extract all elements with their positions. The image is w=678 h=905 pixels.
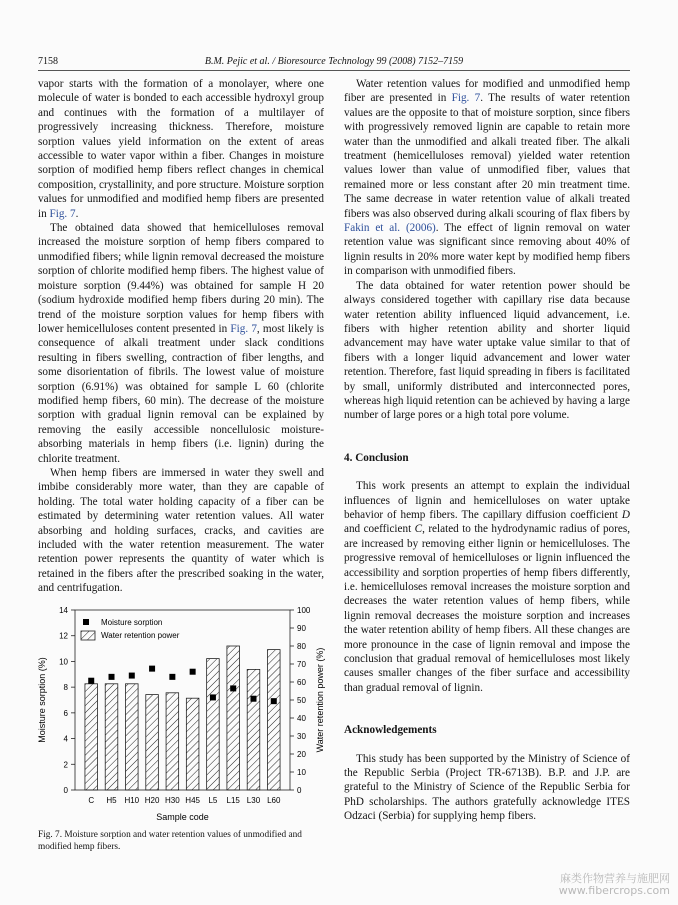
paragraph: The data obtained for water retention power should be always considered together with capillary rise data because water retention ability influenced liquid advancement, i.e. fibers with higher retention ability and shorter liquid advancement may have water uptake value similar to that of fibers with a longer liquid advancement and lower water retention. Therefore, fast liquid spreading in fibers is facilitated by small, uniformly distributed and interconnected pores, whereas high liquid retention can be achieved by having a large number of large pores or a high total pore volume. [344, 279, 630, 422]
category-tick-label: L60 [267, 796, 281, 805]
left-axis-title: Moisture sorption (%) [37, 657, 47, 743]
retention-bar [105, 684, 118, 790]
right-tick-label: 0 [297, 786, 302, 795]
citation-link[interactable]: Fakin et al. (2006) [344, 222, 436, 235]
chart [35, 600, 335, 830]
legend-sorption-label: Moisture sorption [101, 618, 163, 627]
retention-bar [166, 693, 179, 790]
category-tick-label: L30 [246, 796, 261, 805]
sorption-point [88, 678, 94, 684]
category-tick-label: H10 [124, 796, 140, 805]
category-tick-label: H5 [106, 796, 117, 805]
legend-retention-swatch [81, 631, 95, 640]
left-tick-label: 14 [59, 606, 68, 615]
left-column [38, 77, 324, 596]
section-heading: Acknowledgements [344, 724, 437, 737]
right-tick-label: 50 [297, 696, 306, 705]
sorption-point [109, 674, 115, 680]
category-tick-label: L5 [208, 796, 218, 805]
watermark: 麻类作物营养与施肥网 www.fibercrops.com [558, 872, 670, 897]
left-tick-label: 8 [63, 683, 68, 693]
right-tick-label: 90 [297, 624, 306, 633]
paragraph: This study has been supported by the Ministry of Science of the Republic Serbia (Project TR-6713B). B.P. and J.P. are grateful to the Ministry of Science of the Republic Serbia for PhD scholarships. The authors gratefully acknowledge ITES Odzaci (Serbia) for supplying hemp fibers. [344, 752, 630, 823]
left-tick-label: 6 [63, 708, 68, 718]
retention-bar [247, 669, 260, 790]
sorption-point [169, 674, 175, 680]
category-tick-label: H30 [165, 796, 180, 805]
paragraph: When hemp fibers are immersed in water they swell and imbibe considerably more water, than they are capable of holding. The total water holding capacity of a fiber can be estimated by determining water retention values. All water absorbing and holding surfaces, cracks, and cavities are included with the water retention measurement. The water retention power represents the quantity of water which is retained in the fibers after the prescribed soaking in the water, and centrifugation. [38, 466, 324, 595]
sorption-point [210, 694, 216, 700]
figure-link[interactable]: Fig. 7 [49, 207, 76, 220]
paragraph: vapor starts with the formation of a monolayer, where one molecule of water is bonded to each accessible hydroxyl group and continues with the formation of a multilayer of progressively increasing thickness. Therefore, moisture sorption values yield information on the extent of areas accessible to water vapor within a fiber. Changes in moisture sorption of modified hemp fibers reflect changes in chemical composition, crystallinity, and pore structure. Moisture sorption values for unmodified and modified hemp fibers are presented in Fig. 7. [38, 78, 324, 220]
sorption-point [271, 698, 277, 704]
right-column [344, 77, 630, 824]
page-number: 7158 [38, 56, 58, 67]
retention-bar [267, 650, 280, 790]
legend-retention-label: Water retention power [101, 631, 180, 640]
retention-bar [207, 659, 220, 790]
left-tick-label: 0 [63, 786, 68, 795]
sorption-point [129, 673, 135, 679]
retention-bar [146, 695, 159, 790]
figure-7 [35, 600, 335, 830]
retention-bar [186, 698, 199, 790]
figure-caption: Fig. 7. Moisture sorption and water retention values of unmodified and modified hemp fibers. [38, 830, 302, 852]
sorption-point [230, 685, 236, 691]
right-tick-label: 70 [297, 660, 306, 669]
right-tick-label: 40 [297, 714, 306, 723]
category-tick-label: L15 [226, 796, 240, 805]
x-axis-title: Sample code [156, 812, 209, 822]
category-tick-label: C [88, 796, 95, 805]
sorption-point [190, 669, 196, 675]
category-tick-label: H20 [144, 796, 160, 805]
right-tick-label: 20 [297, 750, 306, 759]
retention-bar [227, 646, 240, 790]
category-tick-label: H45 [185, 796, 200, 805]
left-tick-label: 12 [59, 631, 68, 641]
right-tick-label: 30 [297, 732, 306, 741]
right-tick-label: 80 [297, 642, 306, 651]
header-rule [38, 70, 630, 71]
paragraph: The obtained data showed that hemicelluloses removal increased the moisture sorption of hemp fibers compared to unmodified fibers; while lignin removal decreased the moisture sorption of chlorite modified hemp fibers. The highest value of moisture sorption (9.44%) was obtained for sample H 20 (sodium hydroxide modified hemp fibers during 20 min). The trend of the moisture sorption values for hemp fibers with lower hemicelluloses content presented in Fig. 7, most likely is consequence of alkali treatment under slack conditions resulting in fibers swelling, contraction of fiber lengths, and some disorientation of fibrils. The lowest value of moisture sorption (6.91%) was obtained for sample L 60 (chlorite modified hemp fibers, 60 min). The decrease of the moisture sorption with gradual lignin removal can be explained by removing the easily accessible noncellulosic moisture-absorbing materials in hemp fibers (i.e. lignin) during the chlorite treatment. [38, 222, 324, 465]
left-tick-label: 10 [59, 657, 68, 667]
running-head: B.M. Pejic et al. / Bioresource Technology 99 (2008) 7152–7159 [204, 56, 464, 67]
paragraph: Water retention values for modified and unmodified hemp fiber are presented in Fig. 7. The results of water retention values are the opposite to that of moisture sorption, since fibers with progressively removed lignin are capable to retain more water than the unmodified and alkali treated fiber. The alkali treatment (hemicelluloses removal) yielded water retention values lower than value of unmodified fiber, values that remained more or less constant after 20 min treatment time. The same decrease in water retention value of alkali treated fibers was also observed during alkali scouring of flax fibers by Fakin et al. (2006). The effect of lignin removal on water retention value was significant since removing about 40% of lignin results in 20% more water kept by modified hemp fibers in comparison with unmodified fibers. [344, 78, 630, 278]
figure-link[interactable]: Fig. 7 [230, 322, 257, 335]
right-axis-title: Water retention power (%) [315, 647, 325, 753]
legend-sorption-marker [83, 619, 89, 625]
retention-bar [85, 684, 98, 790]
retention-bar [126, 684, 139, 790]
left-tick-label: 2 [63, 760, 68, 770]
right-tick-label: 60 [297, 678, 306, 687]
page-header [38, 56, 630, 70]
right-tick-label: 10 [297, 768, 306, 777]
sorption-point [250, 696, 256, 702]
left-tick-label: 4 [63, 734, 68, 744]
figure-link[interactable]: Fig. 7 [451, 92, 481, 105]
paragraph: This work presents an attempt to explain the individual influences of lignin and hemicelluloses on water uptake behavior of hemp fibers. The capillary diffusion coefficient D and coefficient C, related to the hydrodynamic radius of pores, are increased by removing either lignin or hemicelluloses. The progressive removal of hemicelluloses or lignin influenced the accessibility and sorption properties of hemp fibers differently, i.e. hemicelluloses removal increases the moisture sorption and decreases the water retention values of hemp fibers, while lignin removal decreases the moisture sorption and increases the water retention ability of hemp fibers. All these changes are more pronounce in the case of lignin removal and impose the conclusion that gradual removal of hemicelluloses most likely causes smaller changes of the fiber surface and accessibility than gradual removal of lignin. [344, 480, 630, 694]
sorption-point [149, 666, 155, 672]
right-tick-label: 100 [297, 606, 311, 615]
section-heading: 4. Conclusion [344, 451, 409, 464]
